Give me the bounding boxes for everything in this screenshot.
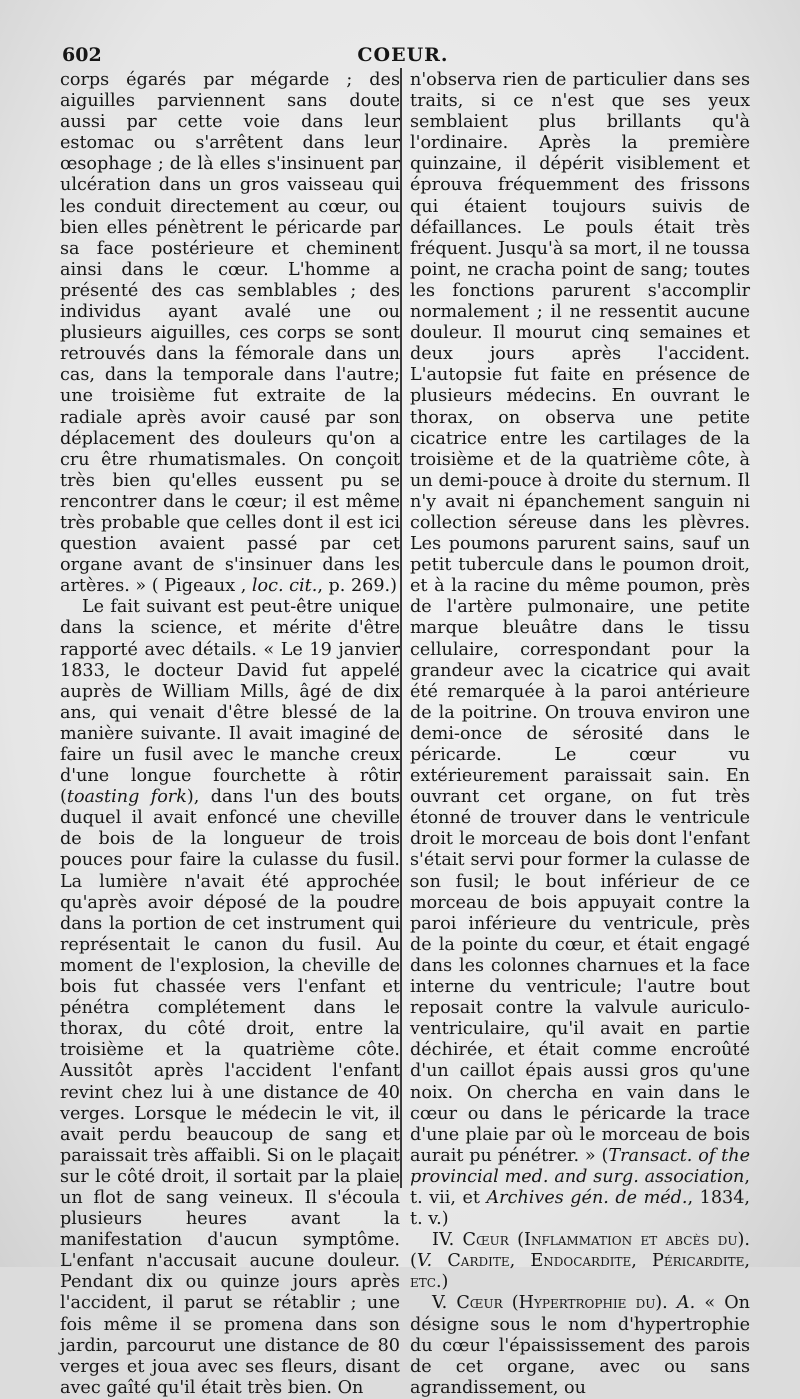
- paragraph-case-report: Le fait suivant est peut-être unique dans la science, et mérite d'être rapporté avec détails. « Le 19 janvier 1833, le docteur David fut appelé auprès de William Mills, âgé de dix ans, qui venait d'être blessé de la manière suivante. Il avait imaginé de faire un fusil avec le manche creux d'une longue fourchette à rôtir (toasting fork), dans l'un des bouts duquel il avait enfoncé une cheville de bois de la longueur de trois pouces pour faire la culasse du fusil. La lumière n'avait été approchée qu'après avoir déposé de la poudre dans la portion de cet instrument qui représentait le canon du fusil. Au moment de l'explosion, la cheville de bois fut chassée vers l'enfant et pénétra complétement dans le thorax, du côté droit, entre la troisième et la quatrième côte. Aussitôt après l'accident l'enfant revint chez lui à une distance de 40 verges. Lorsque le médecin le vit, il avait perdu beaucoup de sang et paraissait très affaibli. Si on le plaçait sur le côté droit, il sortait par la plaie un flot de sang veineux. Il s'écoula plusieurs heures avant la manifestation d'aucun symptôme. L'enfant n'accusait aucune douleur. Pendant dix ou quinze jours après l'accident, il parut se rétablir ; une fois même il se promena dans son jardin, parcourut une distance de 80 verges et joua avec ses fleurs, disant avec gaîté qu'il était très bien. On: [60, 597, 400, 1398]
- citation-transactions: Transact. of the provincial med. and surg. association: [410, 1145, 750, 1187]
- page-header: [62, 44, 744, 70]
- citation-archives: Archives gén. de méd.: [486, 1187, 688, 1208]
- right-column: [410, 70, 750, 1399]
- english-term: toasting fork: [66, 787, 187, 808]
- running-head: COEUR.: [357, 44, 449, 66]
- paragraph-continued: corps égarés par mégarde ; des aiguilles parviennent sans doute aussi par cette voie dans leur estomac ou s'arrêtent dans leur œsophage ; de là elles s'insinuent par ulcération dans un gros vaisseau qui les conduit directement au cœur, ou bien elles pénètrent le péricarde par sa face postérieure et cheminent ainsi dans le cœur. L'homme a présenté des cas semblables ; des individus ayant avalé une ou plusieurs aiguilles, ces corps se sont retrouvés dans la fémorale dans un cas, dans la temporale dans l'autre; une troisième fut extraite de la radiale après avoir causé par son déplacement des douleurs qu'on a cru être rhumatismales. On conçoit très bien qu'elles eussent pu se rencontrer dans le cœur; il est même très probable que celles dont il est ici question avaient passé par cet organe avant de s'insinuer dans les artères. » ( Pigeaux , loc. cit., p. 269.): [60, 70, 400, 597]
- citation: loc. cit.: [251, 576, 318, 597]
- section-heading-hypertrophy: V. Cœur (Hypertrophie du). A. « On désigne sous le nom d'hypertrophie du cœur l'épaississement des parois de cet organe, avec ou sans agrandissement, ou: [410, 1293, 750, 1398]
- section-heading-inflammation: IV. Cœur (Inflammation et abcès du). (V. Cardite, Endocardite, Péricardite, etc.): [410, 1230, 750, 1293]
- page-number: 602: [62, 44, 102, 66]
- left-column: [60, 70, 400, 1399]
- column-divider: [400, 68, 402, 1188]
- paragraph-case-report-continued: n'observa rien de particulier dans ses traits, si ce n'est que ses yeux semblaient plus brillants qu'à l'ordinaire. Après la première quinzaine, il dépérit visiblement et éprouva fréquemment des frissons qui étaient toujours suivis de défaillances. Le pouls était très fréquent. Jusqu'à sa mort, il ne toussa point, ne cracha point de sang; toutes les fonctions parurent s'accomplir normalement ; il ne ressentit aucune douleur. Il mourut cinq semaines et deux jours après l'accident. L'autopsie fut faite en présence de plusieurs médecins. En ouvrant le thorax, on observa une petite cicatrice entre les cartilages de la troisième et de la quatrième côte, à un demi-pouce à droite du sternum. Il n'y avait ni épanchement sanguin ni collection séreuse dans les plèvres. Les poumons parurent sains, sauf un petit tubercule dans le poumon droit, et à la racine du même poumon, près de l'artère pulmonaire, une petite marque bleuâtre dans le tissu cellulaire, correspondant pour la grandeur avec la cicatrice qui avait été remarquée à la paroi antérieure de la poitrine. On trouva environ une demi-once de sérosité dans le péricarde. Le cœur vu extérieurement paraissait sain. En ouvrant cet organe, on fut très étonné de trouver dans le ventricule droit le morceau de bois dont l'enfant s'était servi pour former la culasse de son fusil; le bout inférieur de ce morceau de bois appuyait contre la paroi inférieure du ventricule, près de la pointe du cœur, et était engagé dans les colonnes charnues et la face interne du ventricule; l'autre bout reposait contre la valvule auriculo-ventriculaire, qu'il avait en partie déchirée, et était comme encroûté d'un caillot épais aussi gros qu'une noix. On chercha en vain dans le cœur ou dans le péricarde la trace d'une plaie par où le morceau de bois aurait pu pénétrer. » (Transact. of the provincial med. and surg. association, t. vii, et Archives gén. de méd., 1834, t. v.): [410, 70, 750, 1230]
